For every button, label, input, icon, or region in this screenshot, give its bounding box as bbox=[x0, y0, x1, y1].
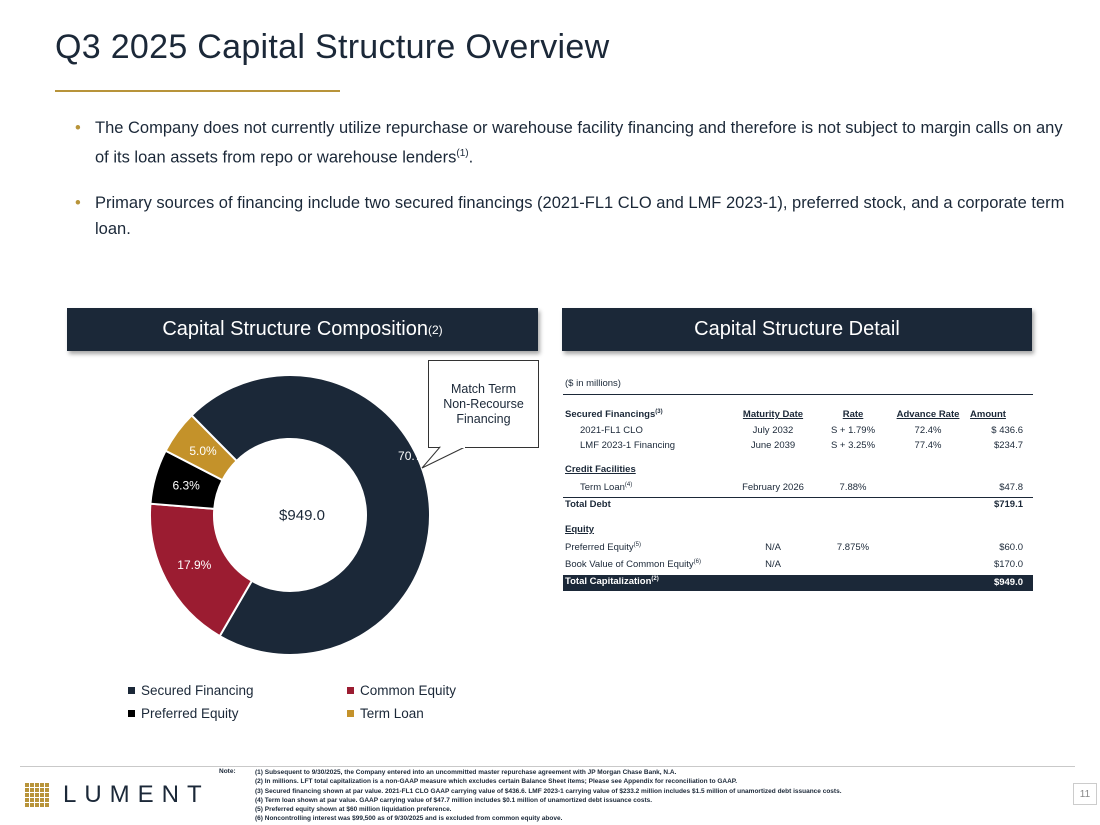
total-debt-label: Total Debt bbox=[565, 499, 611, 510]
title-underline bbox=[55, 90, 340, 92]
bullet-dot-icon: • bbox=[75, 193, 81, 212]
bullet-footnote-ref: (1) bbox=[456, 148, 469, 159]
row-amount: $ 436.6 bbox=[991, 425, 1023, 436]
total-capitalization-row bbox=[563, 575, 1033, 591]
callout-line: Financing bbox=[456, 411, 511, 426]
bullet-tail: . bbox=[468, 148, 474, 167]
match-term-callout bbox=[428, 360, 539, 448]
detail-header-label: Capital Structure Detail bbox=[694, 318, 900, 340]
row-rate: S + 1.79% bbox=[830, 425, 876, 436]
footer-divider bbox=[20, 766, 1075, 767]
header-maturity: Maturity Date bbox=[742, 409, 804, 420]
composition-header-footnote: (2) bbox=[428, 322, 443, 337]
divider bbox=[563, 394, 1033, 395]
total-capitalization-label: Total Capitalization$^{(2)}$ bbox=[565, 576, 659, 588]
bullet-text: The Company does not currently utilize repurchase or warehouse facility financing and therefore is not subject to margin calls on any of its loan assets from repo or warehouse lenders bbox=[95, 119, 1063, 167]
legend-item bbox=[128, 683, 254, 698]
units-label: ($ in millions) bbox=[565, 378, 621, 389]
divider bbox=[563, 497, 1033, 498]
legend-label: Secured Financing bbox=[141, 683, 254, 698]
header-advance-rate: Advance Rate bbox=[896, 409, 960, 420]
callout-line: Match Term bbox=[450, 381, 517, 396]
footnote: (6) Noncontrolling interest was $99,500 as of 9/30/2025 and is excluded from common equity above. bbox=[255, 815, 563, 823]
row-maturity: June 2039 bbox=[750, 440, 796, 451]
donut-slice-label: 6.3% bbox=[172, 478, 200, 493]
bullet-item bbox=[75, 190, 1070, 242]
row-amount: $60.0 bbox=[999, 542, 1023, 553]
row-advance-rate: 77.4% bbox=[914, 440, 942, 451]
footnote: (1) Subsequent to 9/30/2025, the Company entered into an uncommitted master repurchase agreement with JP Morgan Chase Bank, N.A. bbox=[255, 769, 677, 776]
credit-facilities-label: Credit Facilities bbox=[565, 464, 636, 475]
row-advance-rate: 72.4% bbox=[914, 425, 942, 436]
header-rate: Rate bbox=[842, 409, 864, 420]
footnote: (5) Preferred equity shown at $60 million liquidation preference. bbox=[255, 806, 452, 814]
header-amount: Amount bbox=[970, 409, 1006, 420]
footnote: (2) In millions. LFT total capitalization is a non-GAAP measure which excludes certain Balance Sheet items; Please see Appendix for reconciliation to GAAP. bbox=[255, 778, 738, 786]
row-rate: 7.875% bbox=[836, 542, 870, 553]
table-header-row bbox=[563, 409, 1033, 423]
donut-slice-label: 5.0% bbox=[189, 443, 217, 458]
row-name: LMF 2023-1 Financing bbox=[580, 440, 676, 451]
table-row bbox=[563, 542, 1033, 556]
legend-label: Preferred Equity bbox=[141, 706, 239, 721]
table-row bbox=[563, 425, 1033, 439]
row-maturity: N/A bbox=[765, 542, 781, 553]
legend-swatch bbox=[128, 687, 135, 694]
lument-logo bbox=[25, 781, 210, 809]
row-rate: S + 3.25% bbox=[830, 440, 876, 451]
header-secured-financings: Secured Financings$^{(3)}$ bbox=[565, 409, 663, 421]
page-title: Q3 2025 Capital Structure Overview bbox=[55, 28, 610, 66]
detail-header bbox=[562, 308, 1032, 351]
row-name: Book Value of Common Equity$^{(6)}$ bbox=[565, 559, 702, 571]
legend-item bbox=[347, 683, 456, 698]
row-rate: 7.88% bbox=[839, 482, 867, 493]
row-name: Term Loan$^{(4)}$ bbox=[580, 482, 633, 494]
footnotes bbox=[255, 768, 1025, 824]
total-debt-row bbox=[563, 499, 1033, 513]
legend-swatch bbox=[128, 710, 135, 717]
donut-center-total: $949.0 bbox=[279, 507, 325, 524]
callout-line: Non-Recourse bbox=[443, 396, 524, 411]
row-name: 2021-FL1 CLO bbox=[580, 425, 643, 436]
total-capitalization-amount: $949.0 bbox=[993, 577, 1023, 588]
section-label-row bbox=[563, 464, 1033, 478]
legend-swatch bbox=[347, 710, 354, 717]
table-row bbox=[563, 440, 1033, 454]
composition-header bbox=[67, 308, 538, 351]
notes-label: Note: bbox=[219, 768, 236, 775]
legend-item bbox=[128, 706, 239, 721]
equity-label: Equity bbox=[565, 524, 595, 535]
table-row bbox=[563, 559, 1033, 573]
footnote: (4) Term loan shown at par value. GAAP carrying value of $47.7 million includes $0.1 million of unamortized debt issuance costs. bbox=[255, 796, 653, 804]
row-name: Preferred Equity$^{(5)}$ bbox=[565, 542, 641, 554]
donut-slice-label: 70.7% bbox=[398, 448, 433, 463]
row-amount: $170.0 bbox=[993, 559, 1023, 570]
logo-text: LUMENT bbox=[63, 781, 210, 808]
callout-pointer bbox=[420, 446, 480, 471]
row-maturity: N/A bbox=[765, 559, 781, 570]
row-maturity: February 2026 bbox=[742, 482, 804, 493]
row-amount: $234.7 bbox=[993, 440, 1023, 451]
bullet-item bbox=[75, 115, 1070, 171]
legend-label: Term Loan bbox=[360, 706, 424, 721]
logo-mark-icon bbox=[25, 783, 49, 807]
page-number: 11 bbox=[1073, 783, 1097, 805]
row-maturity: July 2032 bbox=[752, 425, 794, 436]
section-label-row bbox=[563, 524, 1033, 538]
bullet-list bbox=[75, 115, 1070, 261]
table-row bbox=[563, 482, 1033, 496]
legend-label: Common Equity bbox=[360, 683, 457, 698]
legend-item bbox=[347, 706, 424, 721]
row-amount: $47.8 bbox=[999, 482, 1023, 493]
footnote: (3) Secured financing shown at par value. 2021-FL1 CLO GAAP carrying value of $436.6. LMF 2023-1 carrying value of $233.2 million includes $1.5 million of unamortized debt issuance costs. bbox=[255, 787, 842, 795]
donut-chart bbox=[140, 360, 440, 660]
composition-header-label: Capital Structure Composition bbox=[162, 318, 428, 340]
bullet-dot-icon: • bbox=[75, 119, 81, 137]
bullet-text: Primary sources of financing include two secured financings (2021-FL1 CLO and LMF 2023-1), preferred stock, and a corporate term loan. bbox=[95, 193, 1065, 238]
total-debt-amount: $719.1 bbox=[993, 499, 1023, 510]
legend-swatch bbox=[347, 687, 354, 694]
donut-slice-label: 17.9% bbox=[177, 558, 212, 573]
